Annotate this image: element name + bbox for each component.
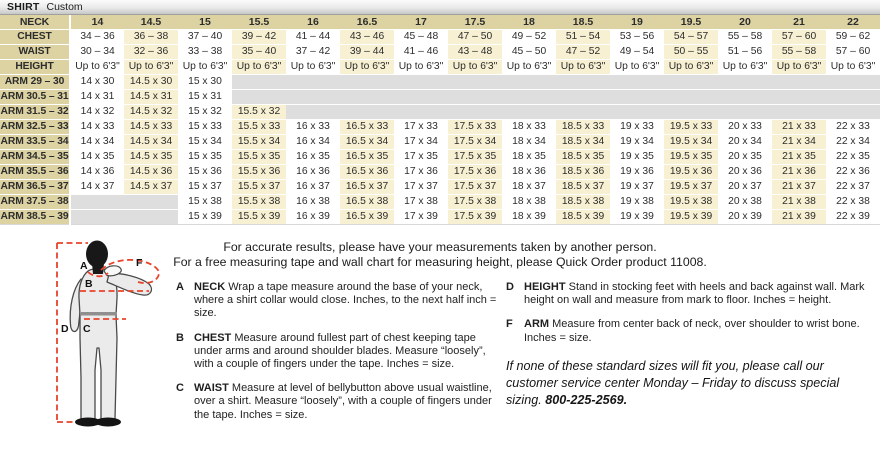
- empty-cell: [340, 105, 394, 120]
- size-cell: 15.5 x 38: [232, 195, 286, 210]
- table-row-chest: [0, 30, 880, 45]
- figure-label-neck: A: [80, 260, 88, 272]
- size-cell: 15 x 36: [178, 165, 232, 180]
- size-cell: 33 – 38: [178, 45, 232, 60]
- size-cell: 34 – 36: [70, 30, 124, 45]
- table-row-height: [0, 60, 880, 75]
- size-cell: 20 x 38: [718, 195, 772, 210]
- size-cell: 39 – 44: [340, 45, 394, 60]
- neck-size-header: 21: [772, 15, 826, 30]
- empty-cell: [610, 90, 664, 105]
- size-cell: 43 – 46: [340, 30, 394, 45]
- size-cell: 45 – 50: [502, 45, 556, 60]
- size-cell: 55 – 58: [772, 45, 826, 60]
- empty-cell: [124, 195, 178, 210]
- size-cell: 19 x 34: [610, 135, 664, 150]
- instruction-text: Measure at level of bellybutton above usual waistline, over a shirt. Measure “loosely”, with a couple of fingers under the tape. Inches = size.: [194, 382, 492, 421]
- size-cell: 18.5 x 38: [556, 195, 610, 210]
- instruction-term: WAIST: [194, 382, 229, 395]
- size-cell: 19 x 35: [610, 150, 664, 165]
- size-cell: 14.5 x 37: [124, 180, 178, 195]
- instruction-letter: D: [506, 281, 514, 293]
- empty-cell: [826, 90, 880, 105]
- table-row-arm: [0, 180, 880, 195]
- size-cell: Up to 6'3": [772, 60, 826, 75]
- neck-size-header: 18: [502, 15, 556, 30]
- size-cell: 22 x 37: [826, 180, 880, 195]
- size-cell: 17 x 36: [394, 165, 448, 180]
- neck-size-header: 15.5: [232, 15, 286, 30]
- size-cell: 15.5 x 39: [232, 210, 286, 225]
- size-cell: 19.5 x 39: [664, 210, 718, 225]
- empty-cell: [340, 90, 394, 105]
- size-cell: 16.5 x 34: [340, 135, 394, 150]
- instruction-body: [194, 332, 503, 372]
- size-cell: 14.5 x 36: [124, 165, 178, 180]
- size-cell: 15 x 30: [178, 75, 232, 90]
- empty-cell: [664, 75, 718, 90]
- arm-row-label: ARM 36.5 – 37: [0, 180, 70, 195]
- size-cell: 17.5 x 37: [448, 180, 502, 195]
- empty-cell: [556, 75, 610, 90]
- size-cell: 21 x 34: [772, 135, 826, 150]
- size-cell: 16 x 36: [286, 165, 340, 180]
- size-cell: 19 x 39: [610, 210, 664, 225]
- neck-size-header: 14.5: [124, 15, 178, 30]
- instruction-text: Stand in stocking feet with heels and back against wall. Mark height on wall and measure from mark to floor. Inches = height.: [524, 281, 865, 307]
- size-cell: 15 x 38: [178, 195, 232, 210]
- empty-cell: [232, 75, 286, 90]
- instruction-term: HEIGHT: [524, 281, 566, 293]
- size-cell: 17 x 35: [394, 150, 448, 165]
- neck-size-header: 16.5: [340, 15, 394, 30]
- empty-cell: [502, 105, 556, 120]
- arm-row-label: ARM 30.5 – 31: [0, 90, 70, 105]
- figure-label-chest: B: [85, 278, 93, 290]
- arm-row-label: ARM 33.5 – 34: [0, 135, 70, 150]
- size-cell: 18.5 x 37: [556, 180, 610, 195]
- empty-cell: [286, 90, 340, 105]
- size-cell: 19 x 37: [610, 180, 664, 195]
- table-row-arm: [0, 210, 880, 225]
- instruction-neck: [176, 281, 503, 321]
- instruction-letter: C: [176, 382, 184, 395]
- size-cell: Up to 6'3": [664, 60, 718, 75]
- size-cell: Up to 6'3": [286, 60, 340, 75]
- neck-size-header: 17: [394, 15, 448, 30]
- size-cell: 21 x 33: [772, 120, 826, 135]
- size-cell: 16.5 x 38: [340, 195, 394, 210]
- size-cell: 22 x 38: [826, 195, 880, 210]
- row-label: CHEST: [0, 30, 70, 45]
- neck-size-header: 15: [178, 15, 232, 30]
- empty-cell: [772, 105, 826, 120]
- size-cell: 15 x 34: [178, 135, 232, 150]
- size-cell: 19.5 x 36: [664, 165, 718, 180]
- size-cell: Up to 6'3": [826, 60, 880, 75]
- size-cell: 14.5 x 32: [124, 105, 178, 120]
- size-cell: 16.5 x 36: [340, 165, 394, 180]
- size-cell: 32 – 36: [124, 45, 178, 60]
- size-cell: Up to 6'3": [448, 60, 502, 75]
- intro-line-1: For accurate results, please have your measurements taken by another person.: [223, 240, 657, 254]
- size-cell: 17 x 38: [394, 195, 448, 210]
- size-cell: 47 – 52: [556, 45, 610, 60]
- size-cell: 51 – 54: [556, 30, 610, 45]
- size-cell: 18.5 x 35: [556, 150, 610, 165]
- size-cell: 16.5 x 37: [340, 180, 394, 195]
- empty-cell: [70, 210, 124, 225]
- empty-cell: [394, 105, 448, 120]
- size-cell: 20 x 33: [718, 120, 772, 135]
- figure-waistband: [81, 312, 117, 316]
- size-cell: 17.5 x 35: [448, 150, 502, 165]
- size-cell: 14 x 35: [70, 150, 124, 165]
- size-cell: 20 x 35: [718, 150, 772, 165]
- instruction-height: [506, 281, 878, 307]
- empty-cell: [448, 105, 502, 120]
- size-cell: 16 x 33: [286, 120, 340, 135]
- size-cell: 20 x 36: [718, 165, 772, 180]
- size-cell: 15.5 x 34: [232, 135, 286, 150]
- empty-cell: [826, 75, 880, 90]
- instruction-letter: F: [506, 318, 513, 331]
- size-cell: 22 x 33: [826, 120, 880, 135]
- size-cell: 16 x 38: [286, 195, 340, 210]
- size-cell: 18.5 x 36: [556, 165, 610, 180]
- table-subtitle: Custom: [46, 1, 83, 13]
- empty-cell: [448, 90, 502, 105]
- size-cell: 18 x 38: [502, 195, 556, 210]
- empty-cell: [70, 195, 124, 210]
- size-cell: 22 x 36: [826, 165, 880, 180]
- size-cell: 16 x 35: [286, 150, 340, 165]
- size-cell: 17 x 33: [394, 120, 448, 135]
- size-cell: 15.5 x 35: [232, 150, 286, 165]
- table-row-waist: [0, 45, 880, 60]
- neck-size-header: 19: [610, 15, 664, 30]
- size-cell: 19 x 36: [610, 165, 664, 180]
- size-cell: Up to 6'3": [556, 60, 610, 75]
- neck-size-header: 17.5: [448, 15, 502, 30]
- shirt-size-table: [0, 15, 880, 225]
- size-cell: 14 x 33: [70, 120, 124, 135]
- instructions-right-column: [506, 281, 878, 409]
- size-cell: Up to 6'3": [70, 60, 124, 75]
- empty-cell: [124, 210, 178, 225]
- size-cell: 35 – 40: [232, 45, 286, 60]
- measuring-intro: [0, 240, 880, 270]
- instruction-waist: [176, 382, 503, 422]
- size-cell: 55 – 58: [718, 30, 772, 45]
- empty-cell: [394, 90, 448, 105]
- size-cell: 18 x 37: [502, 180, 556, 195]
- arm-row-label: ARM 29 – 30: [0, 75, 70, 90]
- size-cell: 17 x 34: [394, 135, 448, 150]
- size-cell: 19.5 x 37: [664, 180, 718, 195]
- size-cell: 15 x 37: [178, 180, 232, 195]
- size-cell: 16 x 37: [286, 180, 340, 195]
- size-cell: 17.5 x 36: [448, 165, 502, 180]
- size-cell: 18.5 x 39: [556, 210, 610, 225]
- empty-cell: [664, 90, 718, 105]
- row-label: HEIGHT: [0, 60, 70, 75]
- size-cell: 16.5 x 35: [340, 150, 394, 165]
- size-cell: 37 – 40: [178, 30, 232, 45]
- size-cell: 15.5 x 32: [232, 105, 286, 120]
- size-cell: Up to 6'3": [178, 60, 232, 75]
- size-cell: 18 x 39: [502, 210, 556, 225]
- empty-cell: [556, 90, 610, 105]
- empty-cell: [610, 75, 664, 90]
- instructions-left-column: [176, 281, 503, 433]
- size-cell: 45 – 48: [394, 30, 448, 45]
- size-cell: 50 – 55: [664, 45, 718, 60]
- size-cell: 17.5 x 39: [448, 210, 502, 225]
- size-cell: 14 x 31: [70, 90, 124, 105]
- table-row-arm: [0, 195, 880, 210]
- size-cell: 37 – 42: [286, 45, 340, 60]
- intro-line-2: For a free measuring tape and wall chart for measuring height, please Quick Order product 11008.: [173, 255, 707, 269]
- size-cell: Up to 6'3": [394, 60, 448, 75]
- size-cell: 14.5 x 35: [124, 150, 178, 165]
- empty-cell: [394, 75, 448, 90]
- size-cell: Up to 6'3": [610, 60, 664, 75]
- size-cell: Up to 6'3": [340, 60, 394, 75]
- table-row-arm: [0, 75, 880, 90]
- size-cell: 15 x 33: [178, 120, 232, 135]
- neck-size-header: 22: [826, 15, 880, 30]
- size-table-body: [0, 15, 880, 225]
- size-cell: 16 x 39: [286, 210, 340, 225]
- size-cell: 15 x 31: [178, 90, 232, 105]
- instruction-text: Measure from center back of neck, over shoulder to wrist bone. Inches = size.: [524, 318, 860, 344]
- size-cell: 59 – 62: [826, 30, 880, 45]
- size-cell: 22 x 34: [826, 135, 880, 150]
- row-label: WAIST: [0, 45, 70, 60]
- size-cell: 41 – 44: [286, 30, 340, 45]
- size-cell: 18 x 36: [502, 165, 556, 180]
- table-row-arm: [0, 165, 880, 180]
- size-cell: 19.5 x 38: [664, 195, 718, 210]
- size-cell: 22 x 35: [826, 150, 880, 165]
- size-cell: 14 x 34: [70, 135, 124, 150]
- size-cell: 17 x 37: [394, 180, 448, 195]
- size-cell: 14 x 36: [70, 165, 124, 180]
- size-cell: 49 – 54: [610, 45, 664, 60]
- size-cell: 43 – 48: [448, 45, 502, 60]
- instruction-body: [194, 382, 503, 422]
- instruction-term: NECK: [194, 281, 226, 293]
- instruction-body: [524, 318, 878, 344]
- size-cell: 19.5 x 33: [664, 120, 718, 135]
- size-cell: 19 x 38: [610, 195, 664, 210]
- size-cell: 16.5 x 33: [340, 120, 394, 135]
- size-cell: 18 x 33: [502, 120, 556, 135]
- empty-cell: [286, 105, 340, 120]
- size-cell: 18 x 34: [502, 135, 556, 150]
- empty-cell: [610, 105, 664, 120]
- neck-size-header: 14: [70, 15, 124, 30]
- size-cell: 14 x 30: [70, 75, 124, 90]
- size-cell: 14 x 32: [70, 105, 124, 120]
- size-cell: 57 – 60: [772, 30, 826, 45]
- empty-cell: [232, 90, 286, 105]
- size-cell: Up to 6'3": [124, 60, 178, 75]
- size-cell: 17.5 x 34: [448, 135, 502, 150]
- empty-cell: [556, 105, 610, 120]
- figure-right-shoe: [95, 418, 121, 427]
- table-title: SHIRT: [7, 1, 40, 13]
- size-cell: 14.5 x 31: [124, 90, 178, 105]
- size-cell: 53 – 56: [610, 30, 664, 45]
- size-cell: 19.5 x 34: [664, 135, 718, 150]
- figure-label-waist: C: [83, 323, 91, 335]
- size-cell: 14 x 37: [70, 180, 124, 195]
- table-row-arm: [0, 120, 880, 135]
- instruction-term: CHEST: [194, 331, 232, 344]
- size-cell: 22 x 39: [826, 210, 880, 225]
- instruction-arm: [506, 318, 878, 344]
- arm-row-label: ARM 37.5 – 38: [0, 195, 70, 210]
- arm-row-label: ARM 32.5 – 33: [0, 120, 70, 135]
- arm-row-label: ARM 31.5 – 32: [0, 105, 70, 120]
- size-cell: 54 – 57: [664, 30, 718, 45]
- size-cell: 17.5 x 33: [448, 120, 502, 135]
- special-sizing-note: [506, 358, 878, 409]
- neck-size-header: 19.5: [664, 15, 718, 30]
- size-cell: 21 x 37: [772, 180, 826, 195]
- size-cell: 19 x 33: [610, 120, 664, 135]
- size-cell: 57 – 60: [826, 45, 880, 60]
- instruction-chest: [176, 332, 503, 372]
- table-title-bar: [0, 0, 880, 15]
- instruction-text: Measure around fullest part of chest keeping tape under arms and around shoulder blades. Measure “loosely”, with a couple of fingers under the tape. Inches = size.: [194, 331, 486, 371]
- size-cell: 15.5 x 36: [232, 165, 286, 180]
- size-cell: 16 x 34: [286, 135, 340, 150]
- size-cell: 15.5 x 37: [232, 180, 286, 195]
- size-cell: 21 x 38: [772, 195, 826, 210]
- size-cell: 51 – 56: [718, 45, 772, 60]
- size-cell: 41 – 46: [394, 45, 448, 60]
- figure-label-height: D: [61, 323, 69, 335]
- neck-size-header: 18.5: [556, 15, 610, 30]
- size-cell: 18 x 35: [502, 150, 556, 165]
- size-cell: 15 x 32: [178, 105, 232, 120]
- neck-header-row: [0, 15, 880, 30]
- instruction-text: Wrap a tape measure around the base of your neck, where a shirt collar would close. Inches, to the next half inch = size.: [194, 281, 497, 320]
- size-cell: 18.5 x 34: [556, 135, 610, 150]
- size-cell: 21 x 36: [772, 165, 826, 180]
- empty-cell: [502, 90, 556, 105]
- size-cell: 20 x 34: [718, 135, 772, 150]
- size-cell: 15.5 x 33: [232, 120, 286, 135]
- size-cell: Up to 6'3": [718, 60, 772, 75]
- size-cell: 47 – 50: [448, 30, 502, 45]
- table-row-arm: [0, 150, 880, 165]
- size-cell: 21 x 35: [772, 150, 826, 165]
- empty-cell: [826, 105, 880, 120]
- empty-cell: [502, 75, 556, 90]
- special-sizing-note-text: If none of these standard sizes will fit you, please call our customer service center Monday – Friday to discuss special sizing.: [506, 358, 840, 407]
- size-cell: 19.5 x 35: [664, 150, 718, 165]
- size-cell: 30 – 34: [70, 45, 124, 60]
- size-cell: 17 x 39: [394, 210, 448, 225]
- size-cell: 15 x 35: [178, 150, 232, 165]
- size-cell: 14.5 x 33: [124, 120, 178, 135]
- size-cell: 17.5 x 38: [448, 195, 502, 210]
- size-cell: Up to 6'3": [502, 60, 556, 75]
- empty-cell: [664, 105, 718, 120]
- size-cell: Up to 6'3": [232, 60, 286, 75]
- empty-cell: [718, 75, 772, 90]
- arm-row-label: ARM 35.5 – 36: [0, 165, 70, 180]
- empty-cell: [448, 75, 502, 90]
- table-row-arm: [0, 135, 880, 150]
- table-row-arm: [0, 90, 880, 105]
- empty-cell: [718, 105, 772, 120]
- size-cell: 49 – 52: [502, 30, 556, 45]
- neck-size-header: 16: [286, 15, 340, 30]
- corner-label: NECK: [0, 15, 70, 30]
- instruction-body: [194, 281, 503, 321]
- instruction-term: ARM: [524, 318, 550, 331]
- empty-cell: [772, 75, 826, 90]
- size-cell: 14.5 x 34: [124, 135, 178, 150]
- instruction-letter: A: [176, 281, 184, 293]
- size-cell: 20 x 39: [718, 210, 772, 225]
- size-cell: 39 – 42: [232, 30, 286, 45]
- size-cell: 15 x 39: [178, 210, 232, 225]
- arm-row-label: ARM 38.5 – 39: [0, 210, 70, 225]
- neck-size-header: 20: [718, 15, 772, 30]
- figure-label-arm: F: [136, 257, 143, 269]
- arm-row-label: ARM 34.5 – 35: [0, 150, 70, 165]
- empty-cell: [772, 90, 826, 105]
- customer-service-phone: 800-225-2569.: [545, 392, 628, 407]
- size-cell: 36 – 38: [124, 30, 178, 45]
- size-cell: 14.5 x 30: [124, 75, 178, 90]
- empty-cell: [718, 90, 772, 105]
- empty-cell: [286, 75, 340, 90]
- size-cell: 21 x 39: [772, 210, 826, 225]
- instruction-body: [524, 281, 878, 307]
- table-row-arm: [0, 105, 880, 120]
- size-cell: 16.5 x 39: [340, 210, 394, 225]
- empty-cell: [340, 75, 394, 90]
- size-cell: 18.5 x 33: [556, 120, 610, 135]
- instruction-letter: B: [176, 331, 184, 344]
- size-cell: 20 x 37: [718, 180, 772, 195]
